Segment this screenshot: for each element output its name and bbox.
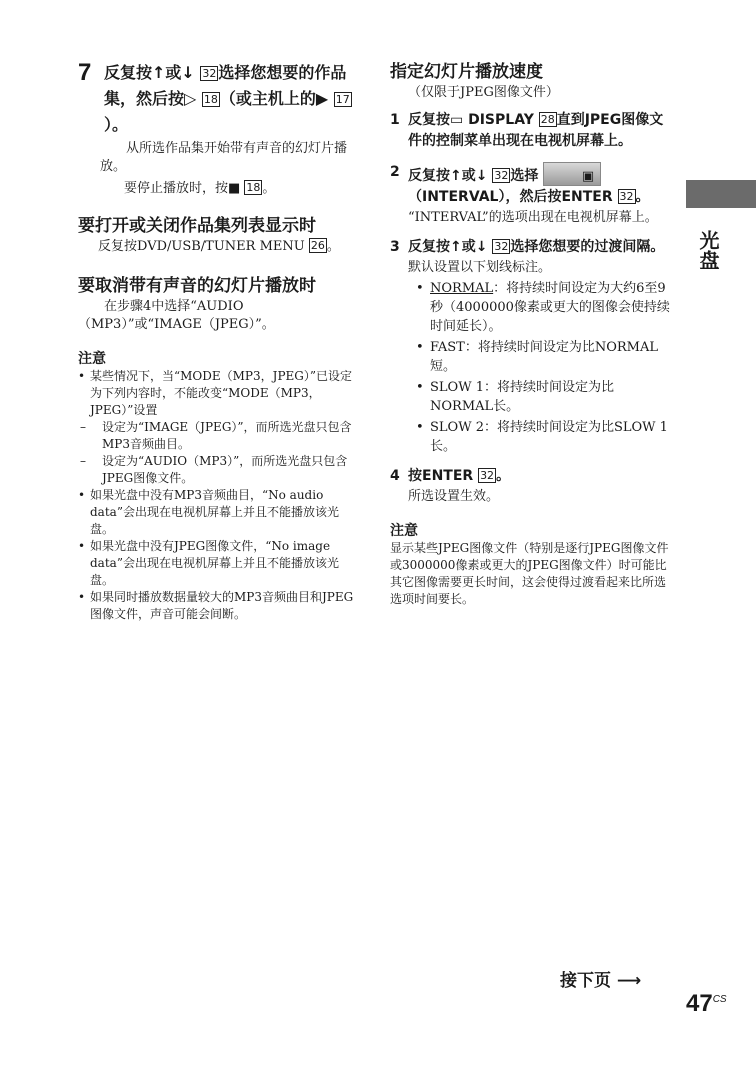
step-2-body: “INTERVAL”的选项出现在电视机屏幕上。	[408, 210, 658, 225]
step-4-body: 所选设置生效。	[408, 489, 500, 504]
note-title: 注意	[78, 351, 106, 367]
step-7-stop: 要停止播放时，按■ 18 。	[124, 181, 276, 196]
interval-icon: ▣	[543, 162, 601, 186]
note-title: 注意	[390, 523, 418, 539]
step-number: 7	[78, 59, 92, 86]
arrow-right-icon: ⟶	[611, 971, 642, 991]
step-4: 4 按ENTER 32 。	[390, 468, 511, 484]
section-body: 反复按DVD/USB/TUNER MENU 26 。	[98, 239, 340, 254]
left-column	[78, 60, 360, 623]
key-ref-32: 32	[619, 190, 634, 203]
note-bullet: • 某些情况下，当“MODE（MP3，JPEG）”已设定为下列内容时，不能改变“MODE（MP3，JPEG）”设置	[78, 369, 353, 417]
key-ref-32: 32	[494, 169, 509, 182]
step-3-body: 默认设置以下划线标注。	[408, 260, 552, 275]
step-1: 1 反复按▭ DISPLAY 28 直到JPEG图像文件的控制菜单出现在电视机屏幕上。	[390, 112, 664, 149]
note-bullet: • 如果光盘中没有MP3音频曲目，“No audio data”会出现在电视机屏幕上并且不能播放该光盘。	[78, 488, 339, 536]
section-title: 要取消带有声音的幻灯片播放时	[78, 276, 316, 296]
option-item: • FAST：将持续时间设定为比NORMAL短。	[416, 340, 659, 374]
page-number: $47^{CS}$	[686, 990, 727, 1017]
key-ref-17: 17	[335, 93, 350, 106]
key-ref-32: 32	[480, 469, 495, 482]
option-item: • SLOW 1：将持续时间设定为比NORMAL长。	[416, 380, 614, 414]
step-7-body: 从所选作品集开始带有声音的幻灯片播放。	[100, 141, 348, 174]
option-item: • SLOW 2：将持续时间设定为比SLOW 1长。	[416, 420, 668, 454]
section-body: 在步骤4中选择“AUDIO（MP3）”或“IMAGE（JPEG）”。	[78, 299, 275, 332]
step-7-instruction: 反复按↑或↓ 32 选择您想要的作品集，然后按▷ 18 （或主机上的▶ 17）。	[104, 63, 350, 134]
key-ref-18: 18	[203, 93, 218, 106]
key-ref-26: 26	[310, 239, 325, 252]
note-dash: – 设定为“IMAGE（JPEG）”，而所选光盘只包含MP3音频曲目。	[80, 420, 352, 451]
section-subtitle: （仅限于JPEG图像文件）	[408, 85, 559, 100]
key-ref-18: 18	[246, 181, 261, 194]
section-title: 指定幻灯片播放速度	[390, 62, 543, 82]
note-body: 显示某些JPEG图像文件（特别是逐行JPEG图像文件或3000000像素或更大的JPEG图像文件）时可能比其它图像需要更长时间，这会使得过渡看起来比所选选项时间要长。	[390, 541, 669, 606]
section-title: 要打开或关闭作品集列表显示时	[78, 216, 316, 236]
key-ref-32: 32	[202, 67, 217, 80]
right-column	[390, 60, 672, 608]
note-bullet: • 如果光盘中没有JPEG图像文件，“No image data”会出现在电视机屏幕上并且不能播放该光盘。	[78, 539, 339, 587]
continue-next-page: 接下页 ⟶	[560, 971, 642, 991]
step-7	[78, 60, 360, 138]
step-2: 2 反复按↑或↓ 32 选择 ▣ （INTERVAL），然后按ENTER 32 。	[390, 164, 650, 205]
key-ref-32: 32	[494, 240, 509, 253]
option-item: • NORMAL：将持续时间设定为大约6至9秒（4000000像素或更大的图像会使持续时间延长）。	[416, 281, 670, 334]
section-tab-label: 光盘	[696, 230, 720, 270]
note-dash: – 设定为“AUDIO（MP3）”，而所选光盘只包含JPEG图像文件。	[80, 454, 348, 485]
step-3: 3 反复按↑或↓ 32 选择您想要的过渡间隔。	[390, 239, 665, 255]
note-bullet: • 如果同时播放数据量较大的MP3音频曲目和JPEG图像文件，声音可能会间断。	[78, 590, 354, 621]
key-ref-28: 28	[540, 113, 555, 126]
section-tab	[686, 180, 756, 208]
